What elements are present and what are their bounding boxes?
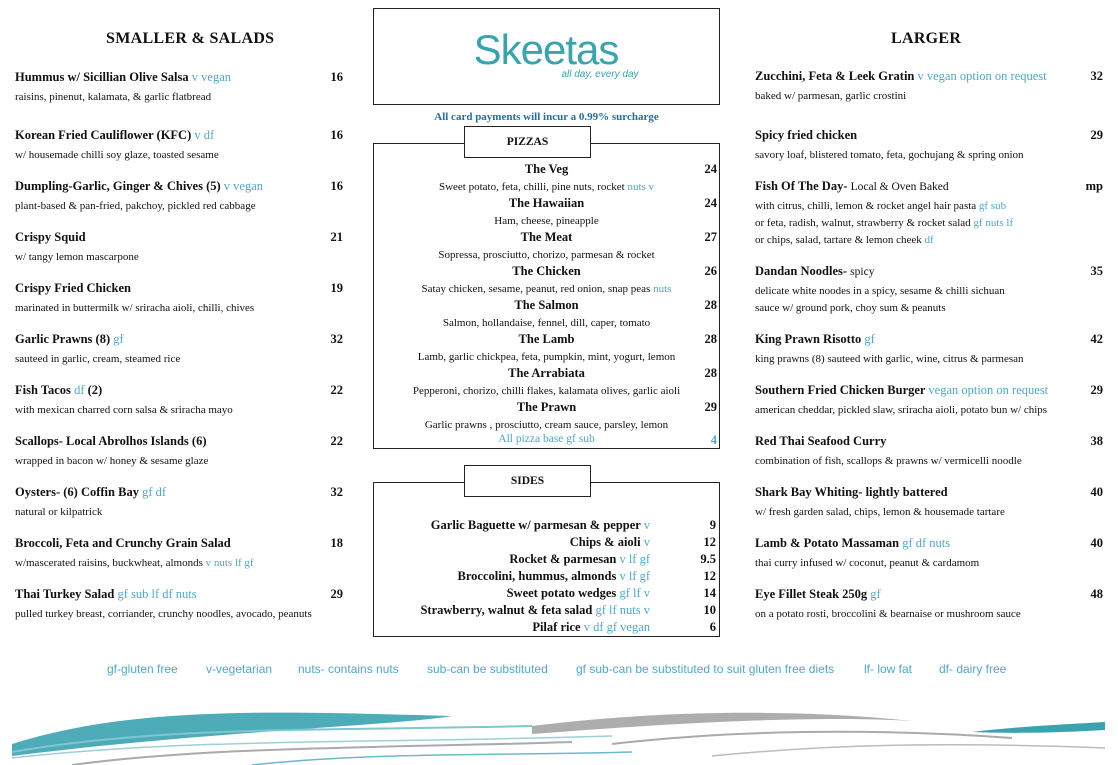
- dietary-tag: v: [643, 518, 650, 532]
- sides-title: SIDES: [464, 465, 591, 497]
- description-text: delicate white noodes in a spicy, sesame & chilli sichuan: [755, 285, 1005, 297]
- description-text: w/ fresh garden salad, chips, lemon & housemade tartare: [755, 506, 1005, 518]
- menu-item: [755, 536, 1103, 569]
- dietary-tag: nuts v: [627, 181, 655, 193]
- dietary-tag: gf lf v: [619, 586, 650, 600]
- menu-item-name: [15, 128, 343, 143]
- wave-decoration: [12, 686, 1105, 765]
- menu-item-price: 32: [330, 332, 343, 346]
- menu-item-name: [755, 332, 1103, 347]
- dietary-tag: gf nuts lf: [973, 217, 1014, 229]
- pizza-price: 28: [704, 332, 717, 346]
- menu-item-description: [15, 200, 343, 212]
- pizza-description: [373, 385, 720, 397]
- menu-item-description: [755, 217, 1103, 229]
- description-text: savory loaf, blistered tomato, feta, gochujang & spring onion: [755, 149, 1024, 161]
- side-item: [431, 518, 650, 533]
- pizza-description: [373, 351, 720, 363]
- menu-item-price: 29: [330, 587, 343, 601]
- description-text: sauce w/ ground pork, choy sum & peanuts: [755, 302, 946, 314]
- menu-item-price: 22: [330, 434, 343, 448]
- menu-item: [755, 128, 1103, 161]
- menu-item-title: King Prawn Risotto: [755, 332, 865, 346]
- right-column-heading: LARGER: [891, 30, 962, 47]
- menu-item-title-suffix: (2): [84, 383, 103, 397]
- description-text: wrapped in bacon w/ honey & sesame glaze: [15, 455, 209, 467]
- menu-item-name: [15, 383, 343, 398]
- menu-item-title: Fish Of The Day-: [755, 179, 851, 193]
- menu-item-title: Crispy Squid: [15, 230, 86, 244]
- dietary-tag: v df: [194, 128, 215, 142]
- side-price: 10: [703, 603, 716, 617]
- menu-item-name: [15, 230, 343, 245]
- menu-item: [755, 332, 1103, 365]
- dietary-tag: v nuts lf gf: [205, 557, 254, 569]
- menu-item-name: [755, 434, 1103, 449]
- legend-item: sub-can be substituted: [427, 662, 548, 676]
- dietary-tag: v: [643, 535, 650, 549]
- legend-item: nuts- contains nuts: [298, 662, 399, 676]
- dietary-tag: v vegan option on request: [917, 69, 1047, 83]
- side-item: [570, 535, 650, 550]
- menu-item: [15, 485, 343, 518]
- side-price: 6: [709, 620, 716, 634]
- description-text: baked w/ parmesan, garlic crostini: [755, 90, 907, 102]
- pizza-item: [373, 196, 720, 227]
- dietary-tag: gf: [870, 587, 881, 601]
- menu-item-name: [755, 587, 1103, 602]
- logo-tagline: all day, every day: [561, 69, 639, 80]
- pizza-price: 26: [704, 264, 717, 278]
- menu-item-description: [755, 200, 1103, 212]
- description-text: natural or kilpatrick: [15, 506, 103, 518]
- pizza-item: [373, 162, 720, 193]
- description-text: raisins, pinenut, kalamata, & garlic flatbread: [15, 91, 212, 103]
- description-text: Satay chicken, sesame, peanut, red onion, snap peas: [421, 283, 654, 295]
- description-text: or feta, radish, walnut, strawberry & rocket salad: [755, 217, 974, 229]
- menu-item-title: Crispy Fried Chicken: [15, 281, 131, 295]
- surcharge-notice: All card payments will incur a 0.99% surcharge: [434, 111, 659, 123]
- description-text: or chips, salad, tartare & lemon cheek: [755, 234, 925, 246]
- menu-item-title: Fish Tacos: [15, 383, 75, 397]
- pizza-item: [373, 230, 720, 261]
- menu-item: [15, 230, 343, 263]
- menu-item: [15, 128, 343, 161]
- pizza-price: 29: [704, 400, 717, 414]
- dietary-tag: v vegan: [223, 179, 264, 193]
- menu-item-title: Scallops- Local Abrolhos Islands (6): [15, 434, 207, 448]
- menu-item-description: [15, 302, 343, 314]
- menu-item-name: [15, 179, 343, 194]
- menu-item-title: Thai Turkey Salad: [15, 587, 118, 601]
- pizza-item: [373, 332, 720, 363]
- pizza-description: [373, 215, 720, 227]
- dietary-tag: gf: [864, 332, 875, 346]
- menu-item-title: Dumpling-Garlic, Ginger & Chives (5): [15, 179, 224, 193]
- pizza-price: 27: [704, 230, 717, 244]
- menu-item-name: [15, 434, 343, 449]
- menu-item-title: Korean Fried Cauliflower (KFC): [15, 128, 195, 142]
- menu-item-description: [755, 234, 1103, 246]
- menu-item: [755, 69, 1103, 102]
- pizza-item: [373, 264, 720, 295]
- menu-item-name: [15, 587, 343, 602]
- description-text: Sweet potato, feta, chilli, pine nuts, rocket: [438, 181, 628, 193]
- pizza-name: The Prawn: [516, 400, 577, 414]
- menu-item-title: Red Thai Seafood Curry: [755, 434, 887, 448]
- side-name: Chips & aioli: [569, 535, 644, 549]
- menu-item-title: Eye Fillet Steak 250g: [755, 587, 871, 601]
- menu-item-name: [755, 383, 1103, 398]
- side-name: Sweet potato wedges: [506, 586, 620, 600]
- menu-item-price: 18: [330, 536, 343, 550]
- pizza-item: [373, 366, 720, 397]
- pizza-description: [373, 317, 720, 329]
- side-name: Pilaf rice: [532, 620, 584, 634]
- pizzas-title: PIZZAS: [464, 126, 591, 158]
- side-item: [507, 586, 650, 601]
- dietary-tag: nuts: [653, 283, 672, 295]
- dietary-tag: v vegan: [191, 70, 231, 84]
- dietary-tag: v df gf vegan: [583, 620, 650, 634]
- menu-item-description: [15, 404, 343, 416]
- logo-box: [373, 8, 720, 105]
- menu-item-title: Lamb & Potato Massaman: [755, 536, 903, 550]
- menu-item-price: 19: [330, 281, 343, 295]
- menu-item-price: 40: [1090, 485, 1103, 499]
- menu-item: [15, 536, 343, 569]
- menu-item-description: [15, 557, 343, 569]
- pizza-name: The Chicken: [512, 264, 581, 278]
- menu-item-title: Zucchini, Feta & Leek Gratin: [755, 69, 918, 83]
- description-text: Sopressa, prosciutto, chorizo, parmesan & rocket: [438, 249, 655, 261]
- pizza-base-label: All pizza base gf sub: [498, 433, 595, 445]
- side-item: [457, 569, 650, 584]
- dietary-tag: gf df: [142, 485, 167, 499]
- dietary-tag: gf df nuts: [902, 536, 951, 550]
- menu-item: [15, 587, 343, 620]
- menu-item: [15, 179, 343, 212]
- menu-item-name: [755, 536, 1103, 551]
- legend-item: gf-gluten free: [107, 662, 178, 676]
- menu-item-name: [15, 332, 343, 347]
- menu-item-subtitle: Local & Oven Baked: [850, 181, 949, 193]
- menu-item-name: [755, 69, 1103, 84]
- description-text: Ham, cheese, pineapple: [494, 215, 599, 227]
- menu-item-description: [15, 455, 343, 467]
- pizza-price: 24: [704, 162, 717, 176]
- menu-item-price: 29: [1090, 128, 1103, 142]
- menu-item-name: [755, 128, 1103, 143]
- description-text: on a potato rosti, broccolini & bearnaise or mushroom sauce: [755, 608, 1021, 620]
- dietary-tag: vegan option on request: [928, 383, 1049, 397]
- description-text: king prawns (8) sauteed with garlic, wine, citrus & parmesan: [755, 353, 1024, 365]
- dietary-tag: gf sub lf df nuts: [117, 587, 197, 601]
- menu-item: [755, 179, 1103, 246]
- side-item: [532, 620, 650, 635]
- menu-item-description: [755, 302, 1103, 314]
- pizza-price: 28: [704, 298, 717, 312]
- menu-item-price: 40: [1090, 536, 1103, 550]
- menu-item-description: [755, 149, 1103, 161]
- description-text: pulled turkey breast, corriander, crunchy noodles, avocado, peanuts: [15, 608, 312, 620]
- menu-item-name: [15, 485, 343, 500]
- menu-item-price: 16: [330, 70, 343, 84]
- dietary-tag: df: [924, 234, 934, 246]
- menu-item-description: [755, 285, 1103, 297]
- pizza-name: The Lamb: [518, 332, 575, 346]
- menu-item-description: [15, 91, 343, 103]
- description-text: Salmon, hollandaise, fennel, dill, caper, tomato: [442, 317, 651, 329]
- menu-item: [15, 332, 343, 365]
- menu-item-name: [15, 281, 343, 296]
- pizza-item: [373, 400, 720, 431]
- legend-item: lf- low fat: [864, 662, 913, 676]
- menu-item-title: Southern Fried Chicken Burger: [755, 383, 929, 397]
- menu-item-description: [755, 557, 1103, 569]
- pizza-price: 28: [704, 366, 717, 380]
- side-price: 12: [703, 535, 716, 549]
- side-name: Strawberry, walnut & feta salad: [420, 603, 596, 617]
- menu-item-title: Hummus w/ Sicillian Olive Salsa: [15, 70, 192, 84]
- dietary-tag: gf: [113, 332, 124, 346]
- side-name: Garlic Baguette w/ parmesan & pepper: [430, 518, 644, 532]
- pizza-item: [373, 298, 720, 329]
- menu-item-price: 22: [330, 383, 343, 397]
- menu-item: [755, 264, 1103, 314]
- description-text: sauteed in garlic, cream, steamed rice: [15, 353, 181, 365]
- description-text: american cheddar, pickled slaw, sriracha aioli, potato bun w/ chips: [755, 404, 1048, 416]
- menu-item-price: 29: [1090, 383, 1103, 397]
- description-text: w/ housemade chilli soy glaze, toasted sesame: [15, 149, 219, 161]
- dietary-tag: gf lf nuts v: [595, 603, 650, 617]
- menu-item-title: Spicy fried chicken: [755, 128, 858, 142]
- menu-item-price: 32: [1090, 69, 1103, 83]
- dietary-tag: v lf gf: [619, 552, 650, 566]
- description-text: Pepperoni, chorizo, chilli flakes, kalamata olives, garlic aioli: [412, 385, 681, 397]
- side-name: Broccolini, hummus, almonds: [457, 569, 620, 583]
- pizza-name: The Salmon: [514, 298, 579, 312]
- menu-item-name: [15, 536, 343, 551]
- menu-item-description: [755, 90, 1103, 102]
- legend-item: v-vegetarian: [206, 662, 273, 676]
- menu-item-title: Shark Bay Whiting- lightly battered: [755, 485, 948, 499]
- menu-item-description: [755, 455, 1103, 467]
- menu-item-description: [15, 608, 343, 620]
- side-price: 14: [703, 586, 716, 600]
- menu-item-title: Garlic Prawns (8): [15, 332, 114, 346]
- legend-item: df- dairy free: [939, 662, 1007, 676]
- menu-item-price: 48: [1090, 587, 1103, 601]
- pizza-price: 24: [704, 196, 717, 210]
- side-price: 9: [709, 518, 716, 532]
- dietary-tag: df: [74, 383, 85, 397]
- description-text: with mexican charred corn salsa & sriracha mayo: [15, 404, 233, 416]
- menu-item-name: [755, 264, 1103, 279]
- description-text: with citrus, chilli, lemon & rocket angel hair pasta: [755, 200, 979, 212]
- description-text: Garlic prawns , prosciutto, cream sauce, parsley, lemon: [424, 419, 669, 431]
- side-item: [420, 603, 650, 618]
- side-price: 9.5: [700, 552, 716, 566]
- menu-item-price: 35: [1090, 264, 1103, 278]
- menu-item-price: 32: [330, 485, 343, 499]
- menu-item-description: [755, 353, 1103, 365]
- menu-item-title: Broccoli, Feta and Crunchy Grain Salad: [15, 536, 231, 550]
- menu-item: [15, 281, 343, 314]
- menu-item: [755, 434, 1103, 467]
- pizza-description: [373, 249, 720, 261]
- pizza-base-price: 4: [710, 433, 717, 447]
- menu-item: [755, 383, 1103, 416]
- pizza-description: [373, 181, 720, 193]
- menu-item-price: 21: [330, 230, 343, 244]
- menu-item: [15, 434, 343, 467]
- menu-item-description: [15, 506, 343, 518]
- pizza-description: [373, 283, 720, 295]
- menu-item-description: [755, 404, 1103, 416]
- menu-item: [755, 485, 1103, 518]
- description-text: Lamb, garlic chickpea, feta, pumpkin, mint, yogurt, lemon: [417, 351, 676, 363]
- pizza-name: The Arrabiata: [508, 366, 585, 380]
- side-price: 12: [703, 569, 716, 583]
- legend-item: gf sub-can be substituted to suit gluten free diets: [576, 662, 835, 676]
- menu-item-description: [15, 251, 343, 263]
- menu-item-price: 42: [1090, 332, 1103, 346]
- pizza-base-note: [373, 433, 720, 445]
- description-text: thai curry infused w/ coconut, peanut & cardamom: [755, 557, 980, 569]
- pizza-description: [373, 419, 720, 431]
- dietary-tag: v lf gf: [619, 569, 650, 583]
- pizza-name: The Veg: [524, 162, 569, 176]
- menu-item-description: [755, 608, 1103, 620]
- menu-item: [15, 70, 343, 103]
- menu-item-name: [755, 179, 1103, 194]
- description-text: marinated in buttermilk w/ sriracha aioli, chilli, chives: [15, 302, 255, 314]
- description-text: w/mascerated raisins, buckwheat, almonds: [15, 557, 206, 569]
- menu-item-description: [15, 353, 343, 365]
- left-column-heading: SMALLER & SALADS: [106, 30, 275, 47]
- skeetas-logo: [374, 9, 719, 104]
- menu-item-title: Oysters- (6) Coffin Bay: [15, 485, 143, 499]
- side-item: [509, 552, 650, 567]
- menu-item-name: [755, 485, 1103, 500]
- menu-item-price: 16: [330, 128, 343, 142]
- logo-wordmark: Skeetas: [473, 26, 619, 73]
- description-text: combination of fish, scallops & prawns w/ vermicelli noodle: [755, 455, 1022, 467]
- menu-item-subtitle: spicy: [850, 266, 875, 278]
- menu-item-description: [755, 506, 1103, 518]
- side-name: Rocket & parmesan: [509, 552, 620, 566]
- dietary-tag: gf sub: [978, 200, 1007, 212]
- pizza-name: The Hawaiian: [508, 196, 585, 210]
- pizza-name: The Meat: [520, 230, 573, 244]
- menu-item-price: mp: [1085, 179, 1103, 193]
- menu-item-price: 16: [330, 179, 343, 193]
- description-text: w/ tangy lemon mascarpone: [15, 251, 139, 263]
- description-text: plant-based & pan-fried, pakchoy, pickled red cabbage: [15, 200, 256, 212]
- menu-item-description: [15, 149, 343, 161]
- menu-item: [755, 587, 1103, 620]
- menu-item-name: [15, 70, 343, 85]
- menu-item-title: Dandan Noodles-: [755, 264, 851, 278]
- menu-item-price: 38: [1090, 434, 1103, 448]
- menu-item: [15, 383, 343, 416]
